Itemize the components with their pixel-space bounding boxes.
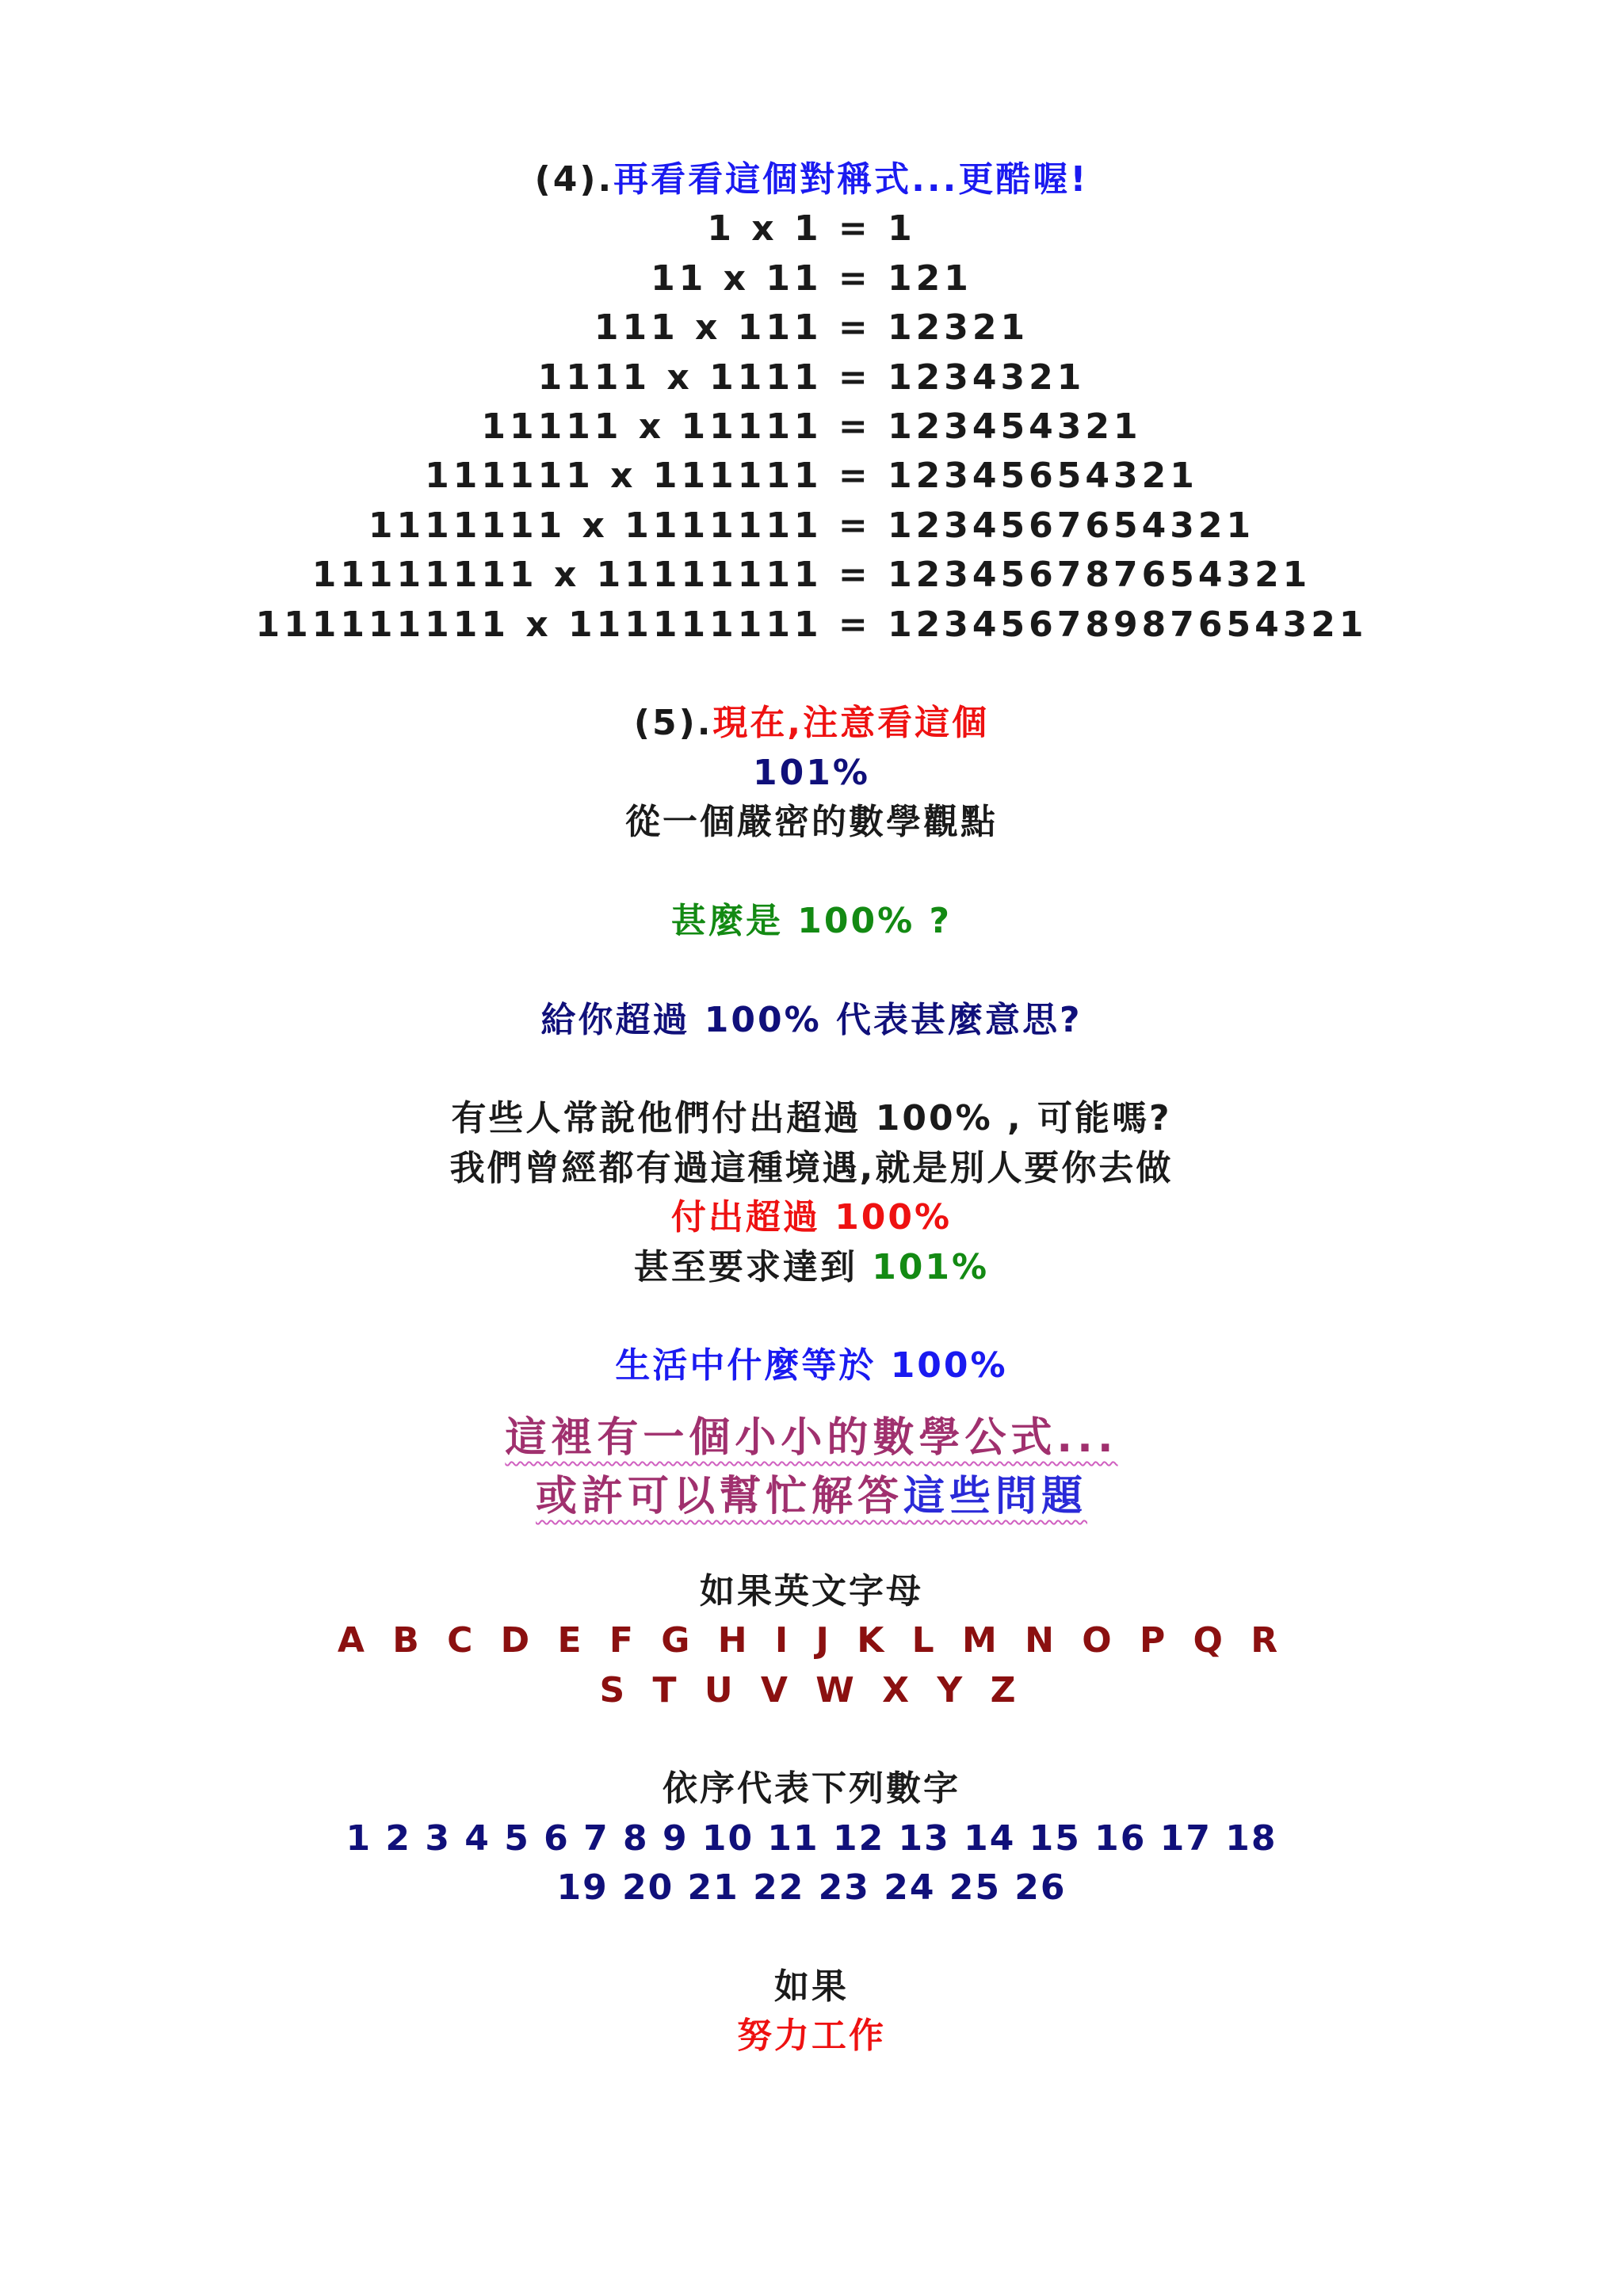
alphabet-line1: A B C D E F G H I J K L M N O P Q R — [337, 1620, 1286, 1661]
math-viewpoint-text: 從一個嚴密的數學觀點 — [625, 802, 998, 843]
equation-line: 1111 x 1111 = 1234321 — [537, 357, 1086, 398]
section5-prefix: (5). — [633, 703, 713, 744]
spacer — [0, 946, 1623, 995]
hard-work-text: 努力工作 — [737, 2016, 886, 2057]
spacer — [0, 1715, 1623, 1764]
give-more-text: 付出超過 100% — [670, 1197, 953, 1238]
formula-intro-text2a: 或許可以幫忙解答 — [535, 1472, 903, 1520]
even-require-text: 甚至要求達到 — [633, 1246, 873, 1287]
if-word: 如果 — [774, 1966, 849, 2007]
spacer — [0, 650, 1623, 699]
section5-title: 現在,注意看這個 — [712, 703, 990, 744]
spacer — [0, 1045, 1623, 1094]
section4-heading — [0, 155, 1623, 204]
alphabet-line2: S T U V W X Y Z — [599, 1669, 1024, 1711]
spacer — [0, 1391, 1623, 1409]
equation-line: 111 x 111 = 12321 — [594, 307, 1029, 349]
in-order-text: 依序代表下列數字 — [663, 1768, 960, 1810]
percent-101: 101% — [753, 752, 870, 793]
equation-line: 1 x 1 = 1 — [707, 208, 916, 250]
section4-prefix: (4). — [534, 159, 614, 200]
even-require-value: 101% — [872, 1246, 990, 1287]
section5-heading — [0, 699, 1623, 748]
equation-line: 11 x 11 = 121 — [651, 257, 972, 299]
numbers-line2: 19 20 21 22 23 24 25 26 — [556, 1867, 1067, 1909]
spacer — [0, 1292, 1623, 1341]
spacer — [0, 1526, 1623, 1567]
equation-line: 1111111 x 1111111 = 1234567654321 — [368, 505, 1255, 546]
equation-line: 111111111 x 111111111 = 12345678987654321 — [255, 604, 1368, 645]
experience-text: 我們曾經都有過這種境遇,就是別人要你去做 — [449, 1147, 1174, 1188]
equation-line: 11111 x 11111 = 123454321 — [481, 406, 1142, 447]
document-page — [0, 155, 1623, 2061]
formula-intro-line1 — [0, 1409, 1623, 1467]
section4-title: 再看看這個對稱式...更酷喔! — [613, 159, 1089, 200]
spacer — [0, 1913, 1623, 1962]
even-require-line — [0, 1243, 1623, 1292]
some-people-text: 有些人常說他們付出超過 100% , 可能嗎? — [451, 1098, 1172, 1139]
life-equals-text: 生活中什麼等於 100% — [615, 1345, 1008, 1386]
if-letters-text: 如果英文字母 — [700, 1570, 923, 1611]
question-what-is-100: 甚麼是 100% ? — [670, 900, 953, 941]
equation-line: 111111 x 111111 = 12345654321 — [425, 456, 1198, 497]
spacer — [0, 847, 1623, 896]
formula-intro-line2 — [0, 1467, 1623, 1526]
formula-intro-text1: 這裡有一個小小的數學公式... — [505, 1413, 1118, 1462]
formula-intro-text2b: 這些問題 — [903, 1472, 1088, 1520]
numbers-line1: 1 2 3 4 5 6 7 8 9 10 11 12 13 14 15 16 17 18 — [346, 1817, 1277, 1859]
question-more-than-100: 給你超過 100% 代表甚麼意思? — [540, 999, 1083, 1040]
equation-line: 11111111 x 11111111 = 123456787654321 — [311, 555, 1312, 596]
